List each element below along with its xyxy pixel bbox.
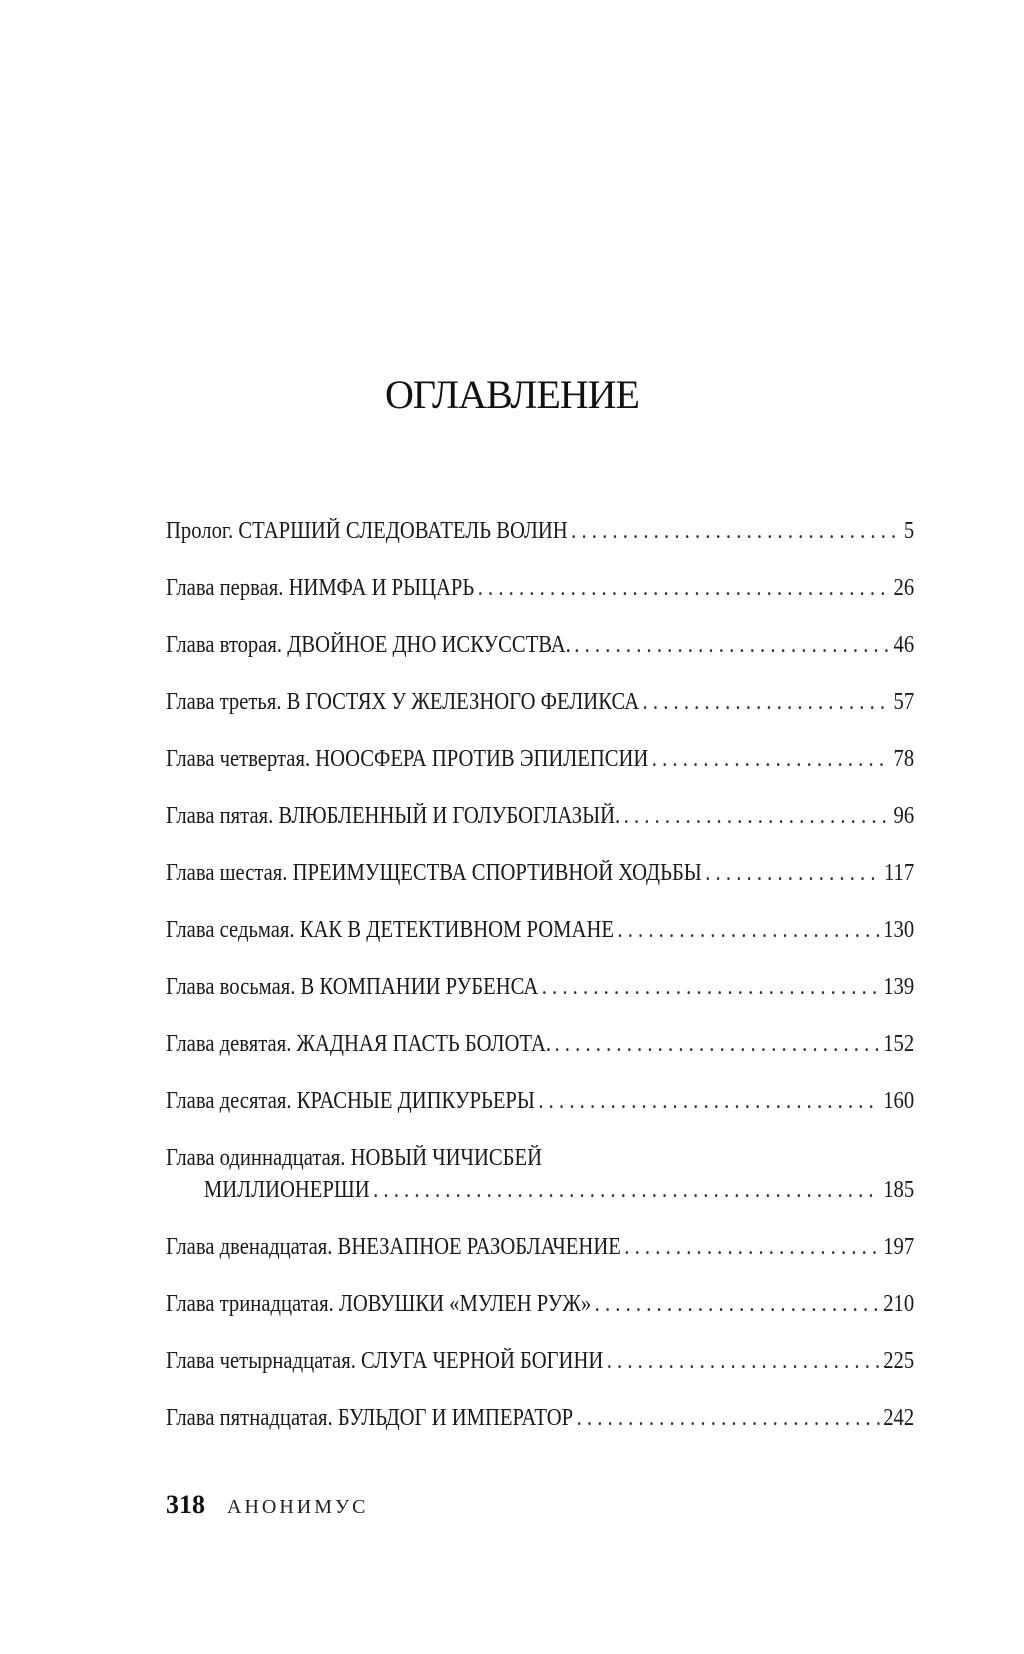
toc-page-number: 225: [883, 1348, 915, 1374]
toc-entry-title: Глава первая. НИМФА И РЫЦАРЬ: [166, 575, 475, 601]
toc-entry-chapter-8: [166, 971, 914, 1003]
toc-entry-chapter-7: [166, 914, 914, 946]
toc-entry-title: Пролог. СТАРШИЙ СЛЕДОВАТЕЛЬ ВОЛИН: [166, 518, 568, 544]
toc-entry-title: Глава третья. В ГОСТЯХ У ЖЕЛЕЗНОГО ФЕЛИКСА: [166, 689, 640, 715]
toc-entry-title: Глава пятнадцатая. БУЛЬДОГ И ИМПЕРАТОР: [166, 1405, 574, 1431]
toc-page-number: 57: [893, 689, 915, 715]
toc-entry-title: Глава двенадцатая. ВНЕЗАПНОЕ РАЗОБЛАЧЕНИЕ: [166, 1234, 621, 1260]
dot-leader: [652, 743, 890, 775]
toc-entry-title: Глава вторая. ДВОЙНОЕ ДНО ИСКУССТВА.: [166, 632, 571, 658]
toc-entry-chapter-4: [166, 743, 914, 775]
toc-page-number: 210: [883, 1291, 915, 1317]
table-of-contents: [166, 515, 914, 1459]
toc-entry-title-continuation: МИЛЛИОНЕРШИ: [203, 1177, 370, 1203]
dot-leader: [571, 515, 900, 547]
toc-page-number: 139: [883, 974, 915, 1000]
toc-page-number: 26: [893, 575, 915, 601]
toc-entry-chapter-1: [166, 572, 914, 604]
dot-leader: [542, 971, 880, 1003]
toc-entry-title: Глава четырнадцатая. СЛУГА ЧЕРНОЙ БОГИНИ: [166, 1348, 604, 1374]
dot-leader: [554, 1028, 879, 1060]
toc-entry-chapter-10: [166, 1085, 914, 1117]
toc-entry-title: Глава десятая. КРАСНЫЕ ДИПКУРЬЕРЫ: [166, 1088, 535, 1114]
toc-page-number: 160: [883, 1088, 915, 1114]
toc-page-number: 5: [903, 518, 915, 544]
toc-page-number: 117: [884, 860, 915, 886]
toc-page-number: 130: [883, 917, 915, 943]
running-head-author: АНОНИМУС: [227, 1496, 369, 1518]
dot-leader: [624, 800, 890, 832]
dot-leader: [478, 572, 890, 604]
toc-page-number: 185: [883, 1177, 915, 1203]
toc-page-number: 242: [883, 1405, 915, 1431]
dot-leader: [577, 1402, 880, 1434]
dot-leader: [574, 629, 890, 661]
toc-entry-chapter-6: [166, 857, 914, 889]
toc-entry-prologue: [166, 515, 914, 547]
toc-entry-chapter-5: [166, 800, 914, 832]
toc-entry-title: Глава пятая. ВЛЮБЛЕННЫЙ И ГОЛУБОГЛАЗЫЙ.: [166, 803, 621, 829]
toc-entry-title: Глава тринадцатая. ЛОВУШКИ «МУЛЕН РУЖ»: [166, 1291, 592, 1317]
toc-entry-chapter-11: [166, 1142, 914, 1206]
dot-leader: [705, 857, 880, 889]
dot-leader: [624, 1231, 880, 1263]
toc-entry-chapter-9: [166, 1028, 914, 1060]
toc-entry-chapter-3: [166, 686, 914, 718]
toc-page-number: 152: [883, 1031, 915, 1057]
toc-entry-chapter-14: [166, 1345, 914, 1377]
toc-entry-title: Глава седьмая. КАК В ДЕТЕКТИВНОМ РОМАНЕ: [166, 917, 614, 943]
toc-page-number: 78: [893, 746, 915, 772]
dot-leader: [595, 1288, 880, 1320]
toc-entry-title: Глава шестая. ПРЕИМУЩЕСТВА СПОРТИВНОЙ ХОДЬБЫ: [166, 860, 702, 886]
toc-entry-title: Глава восьмая. В КОМПАНИИ РУБЕНСА: [166, 974, 539, 1000]
page-title: ОГЛАВЛЕНИЕ: [385, 372, 639, 417]
toc-page-number: 197: [883, 1234, 915, 1260]
dot-leader: [607, 1345, 880, 1377]
dot-leader: [373, 1174, 880, 1206]
toc-page-number: 46: [893, 632, 915, 658]
toc-page-number: 96: [893, 803, 915, 829]
toc-entry-chapter-15: [166, 1402, 914, 1434]
dot-leader: [617, 914, 879, 946]
page-footer: [166, 1490, 369, 1520]
toc-entry-title: Глава одиннадцатая. НОВЫЙ ЧИЧИСБЕЙ: [166, 1145, 542, 1171]
page-number: 318: [166, 1490, 205, 1519]
toc-entry-chapter-2: [166, 629, 914, 661]
dot-leader: [538, 1085, 879, 1117]
toc-entry-chapter-13: [166, 1288, 914, 1320]
dot-leader: [643, 686, 891, 718]
toc-entry-title: Глава четвертая. НООСФЕРА ПРОТИВ ЭПИЛЕПСИИ: [166, 746, 649, 772]
toc-entry-chapter-12: [166, 1231, 914, 1263]
toc-entry-title: Глава девятая. ЖАДНАЯ ПАСТЬ БОЛОТА.: [166, 1031, 552, 1057]
